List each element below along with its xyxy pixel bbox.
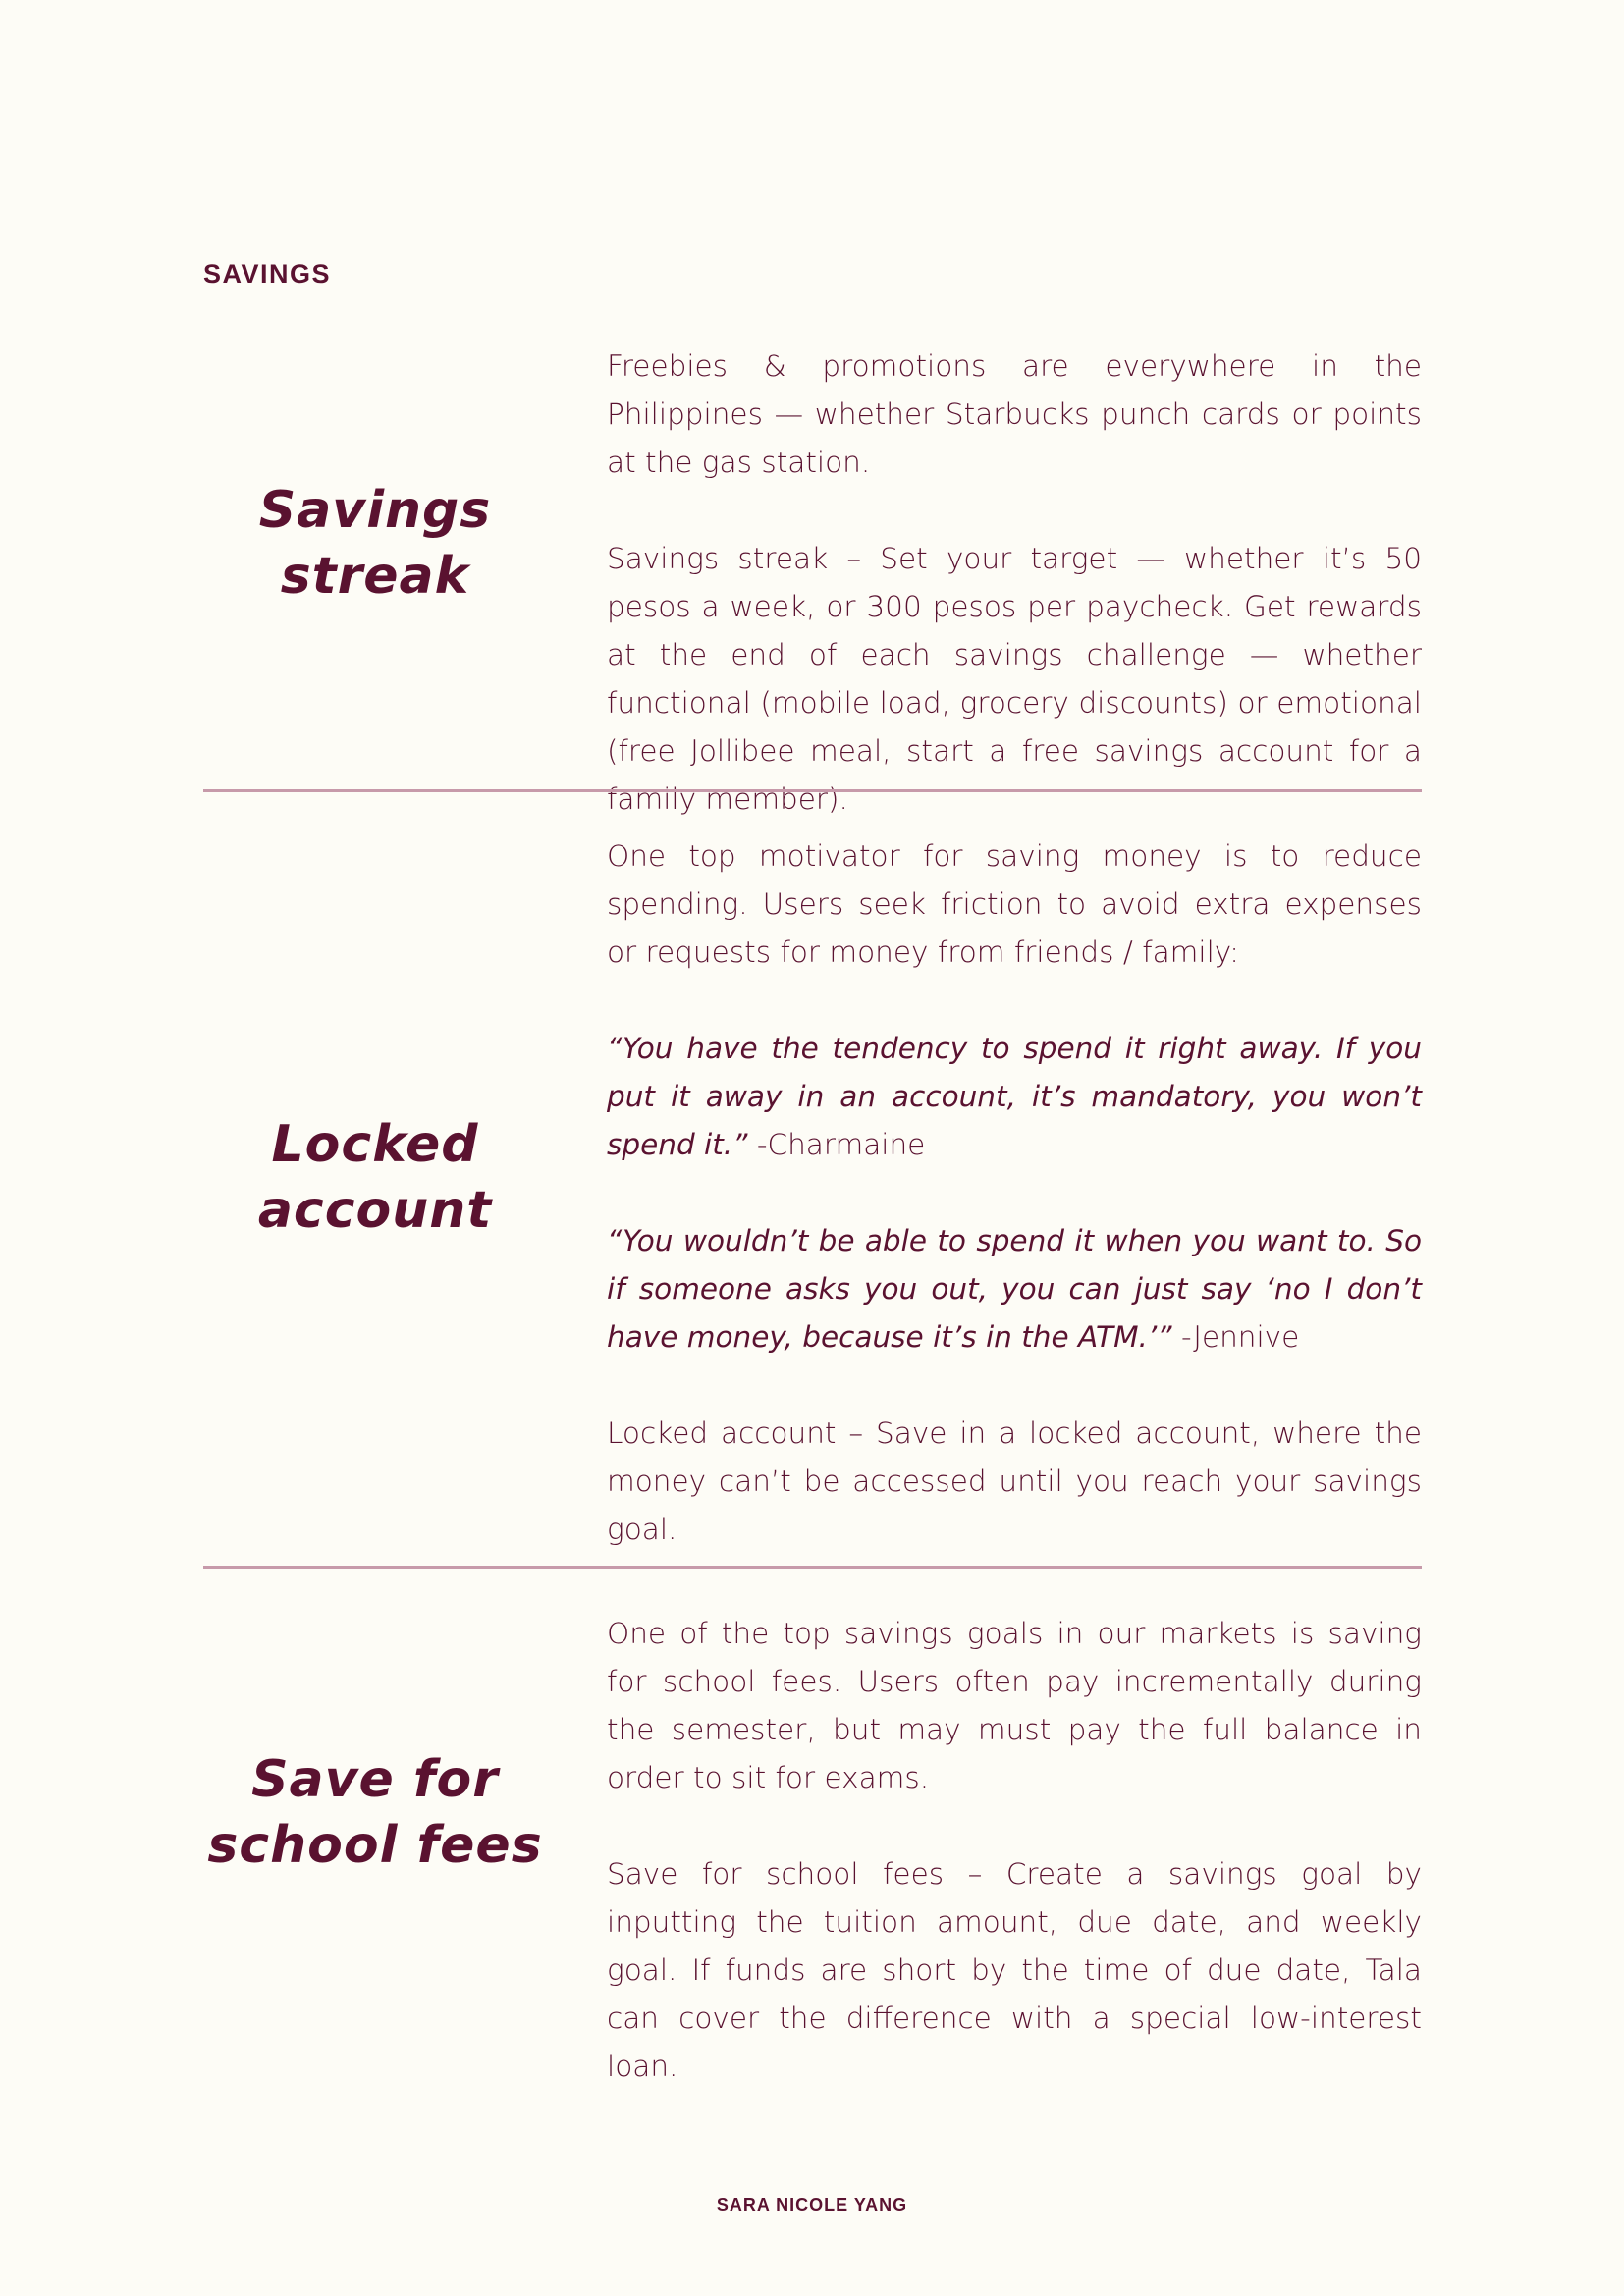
- heading-line-2: school fees: [207, 1816, 543, 1875]
- heading-line-2: streak: [280, 547, 470, 606]
- footer-author: SARA NICOLE YANG: [716, 2195, 908, 2215]
- quote-author: -Jennive: [1171, 1320, 1300, 1354]
- quote-text: “You wouldn’t be able to spend it when you want to. So if someone asks you out, you can just say ‘no I don’t have money, because it’s in the ATM.’”: [607, 1224, 1422, 1354]
- locked-account-section: [203, 832, 1422, 1546]
- paragraph: Freebies & promotions are everywhere in the Philippines — whether Starbucks punch cards or points at the gas station.: [607, 349, 1422, 479]
- heading-line-1: Locked: [271, 1115, 479, 1174]
- school-fees-section: [203, 1610, 1422, 2083]
- section-divider: [203, 1566, 1422, 1569]
- quote-text: “You have the tendency to spend it right away. If you put it away in an account, it’s mandatory, you won’t spend it.”: [607, 1032, 1422, 1161]
- savings-streak-heading: [203, 478, 547, 610]
- paragraph: Savings streak – Set your target — whether it’s 50 pesos a week, or 300 pesos per paycheck. Get rewards at the end of each savings challenge — whether functional (mobile load, grocery discounts) or emotional (free Jollibee meal, start a free savings account for a family member).: [607, 542, 1422, 816]
- school-fees-heading: [203, 1747, 547, 1879]
- quote-paragraph: [607, 1217, 1422, 1362]
- section-divider: [203, 789, 1422, 792]
- section-label: SAVINGS: [203, 259, 332, 289]
- locked-account-heading: [203, 1112, 547, 1244]
- paragraph: One of the top savings goals in our markets is saving for school fees. Users often pay incrementally during the semester, but may must pay the full balance in order to sit for exams.: [607, 1617, 1422, 1794]
- school-fees-body: [607, 1610, 1422, 2091]
- locked-account-body: [607, 832, 1422, 1554]
- heading-line-2: account: [257, 1181, 493, 1240]
- savings-streak-section: [203, 343, 1422, 816]
- quote-author: -Charmaine: [747, 1128, 926, 1161]
- heading-line-1: Savings: [258, 481, 492, 540]
- paragraph: Save for school fees – Create a savings goal by inputting the tuition amount, due date, and weekly goal. If funds are short by the time of due date, Tala can cover the difference with a special low-interest loan.: [607, 1857, 1422, 2083]
- heading-line-1: Save for: [251, 1750, 499, 1809]
- quote-paragraph: [607, 1025, 1422, 1169]
- paragraph: One top motivator for saving money is to reduce spending. Users seek friction to avoid extra expenses or requests for money from friends / family:: [607, 839, 1422, 969]
- paragraph: Locked account – Save in a locked account, where the money can’t be accessed until you reach your savings goal.: [607, 1416, 1422, 1546]
- savings-streak-body: [607, 343, 1422, 824]
